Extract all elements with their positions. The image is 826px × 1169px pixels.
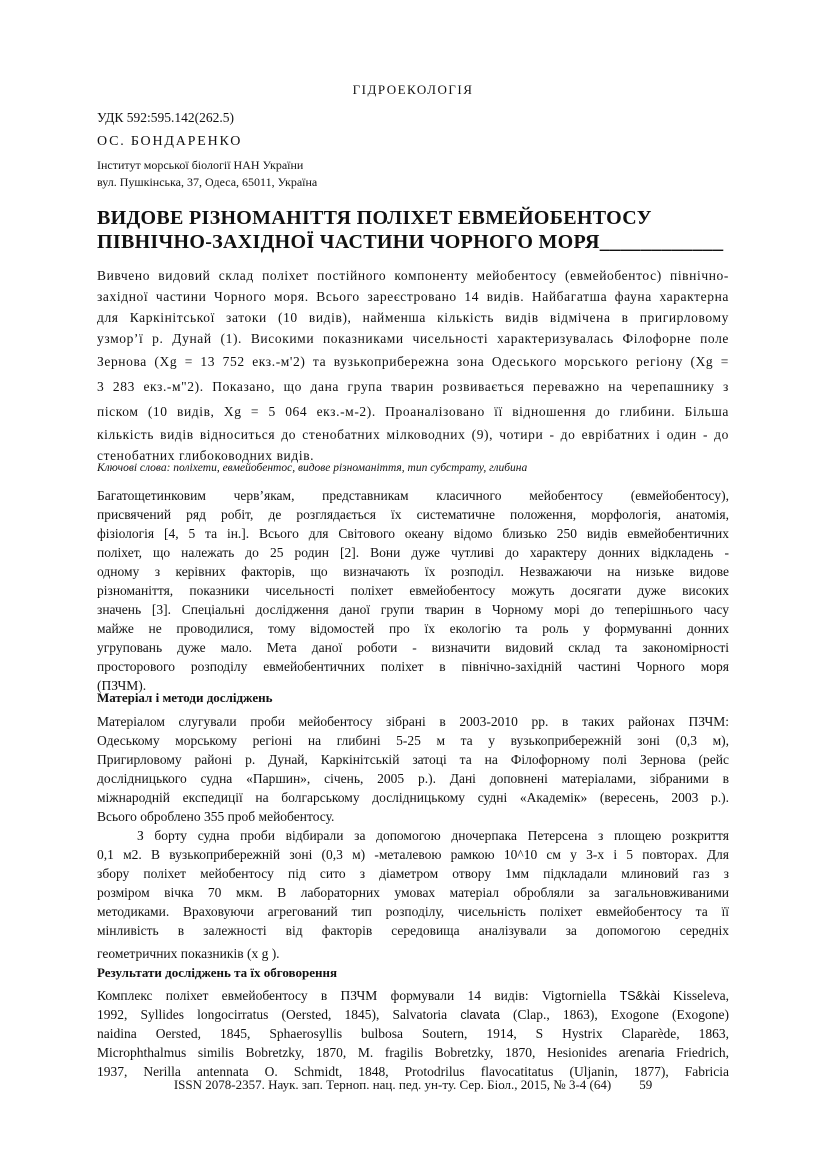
journal-citation: ISSN 2078-2357. Наук. зап. Терноп. нац. пед. ун-ту. Сер. Біол., 2015, № 3-4 (64) — [173, 1077, 612, 1092]
species-epithet: TS&kài — [619, 989, 660, 1003]
methods-line: геометричних показників (x g ). — [97, 946, 280, 961]
affiliation-address: вул. Пушкінська, 37, Одеса, 65011, Україна — [97, 175, 318, 189]
methods-line: Всього оброблено 355 проб мейобентосу. — [97, 809, 335, 824]
results-line: 1992, Syllides longocirratus (Oersted, 1845), Salvatoria clavata (Clap., 1863), Exogone (Exogone) — [97, 1007, 729, 1022]
methods-line: Одеському морському регіоні на глибині 5-25 м та у вузькоприбережній зоні (0,3 м), — [97, 733, 729, 748]
abstract-line: Вивчено видовий склад поліхет постійного компоненту мейобентосу (евмейобентос) північно- — [97, 268, 729, 283]
intro-line: значень [3]. Спеціальні дослідження даної групи тварин в Чорному морі до теперішнього часу — [97, 602, 729, 617]
methods-paragraph-2 — [97, 826, 729, 963]
methods-line: методиками. Враховуючи агрегований тип розподілу, чисельність поліхет евмейобентосу та її — [97, 904, 729, 919]
methods-line: 0,1 м2. В вузькоприбережній зоні (0,3 м) -металевою рамкою 10^10 см у 3-х і 5 повторах. Для — [97, 847, 729, 862]
author-name: ОС. БОНДАРЕНКО — [97, 134, 243, 149]
title-line-2: ПІВНІЧНО-ЗАХІДНОЇ ЧАСТИНИ ЧОРНОГО МОРЯ____________ — [97, 231, 724, 253]
abstract-line: кількість видів відноситься до стенобатних мілководних (9), чотири - до еврібатних і один - до — [97, 427, 729, 442]
intro-line: просторового розподілу евмейобентичних поліхет в північно-західній частині Чорного моря — [97, 659, 729, 674]
results-heading: Результати досліджень та їх обговорення — [97, 965, 337, 980]
methods-line: міжнародній експедиції на болгарському дослідницькому судні «Академік» (вересень, 2003 р.). — [97, 790, 729, 805]
abstract-line: узмор’ї р. Дунай (1). Високими показниками чисельності характеризувалась Філофорне поле — [97, 331, 729, 346]
title-line-1: ВИДОВЕ РІЗНОМАНІТТЯ ПОЛІХЕТ ЕВМЕЙОБЕНТОСУ — [97, 207, 652, 229]
abstract-line: Зернова (Xg = 13 752 екз.-м'2) та вузькоприбережна зона Одеського морського регіону (Xg = — [97, 354, 729, 369]
intro-line: різноманіття, показники чисельності поліхет евмейобентосу можуть досягати дуже високих — [97, 583, 729, 598]
results-paragraph — [97, 986, 729, 1081]
results-line: Microphthalmus similis Bobretzky, 1870, M. fragilis Bobretzky, 1870, Hesionides arenaria Friedrich, — [97, 1045, 729, 1060]
intro-line: (ПЗЧМ). — [97, 678, 147, 693]
affiliation-institute: Інститут морської біології НАН України — [97, 158, 304, 172]
methods-line: мінливість в залежності від факторів середовища аналізували за допомогою середніх — [97, 923, 729, 938]
intro-line: одному з керівних факторів, що визначають їх розподіл. Незважаючи на низьке видове — [97, 564, 729, 579]
intro-line: майже не проводилися, тому відомостей про їх екологію та роль у формуванні донних — [97, 621, 729, 636]
intro-line: присвячений ряд робіт, де розглядається їх систематичне положення, морфологія, анатомія, — [97, 507, 729, 522]
methods-line: З борту судна проби відбирали за допомогою дночерпака Петерсена з площею розкриття — [137, 828, 729, 843]
abstract-line: 3 283 екз.-м"2). Показано, що дана група тварин розвивається переважно на черепашнику з — [97, 379, 729, 394]
intro-line: фізіологія [4, 5 та ін.]. Всього для Світового океану відомо близько 250 видів евмейобентичних — [97, 526, 729, 541]
udk-code: УДК 592:595.142(262.5) — [97, 110, 235, 125]
results-line: Комплекс поліхет евмейобентосу в ПЗЧМ формували 14 видів: Vigtorniella TS&kài Kisseleva, — [97, 988, 729, 1003]
page-footer — [97, 1077, 729, 1093]
results-line: naidina Oersted, 1845, Sphaerosyllis bulbosa Soutern, 1914, S Hystrix Claparède, 1863, — [97, 1026, 729, 1041]
intro-line: поліхет, що належать до 25 родин [2]. Вони дуже чутливі до характеру донних відкладень - — [97, 545, 729, 560]
abstract-line: для Каркінітської затоки (10 видів), найменша кількість видів відмічена в пригирловому — [97, 310, 729, 325]
intro-line: Багатощетинковим черв’якам, представникам класичного мейобентосу (евмейобентосу), — [97, 488, 729, 503]
methods-heading: Матеріал і методи досліджень — [97, 690, 273, 705]
methods-line: розміром вічка 70 мкм. В лабораторних умовах матеріал обробляли за загальновживаними — [97, 885, 729, 900]
page-number: 59 — [639, 1077, 653, 1092]
methods-line: Пригирловому районі р. Дунай, Каркінітській затоці та на Філофорному полі Зернова (рейс — [97, 752, 729, 767]
abstract-line: піском (10 видів, Xg = 5 064 екз.-м-2). Проаналізовано її відношення до глибини. Більша — [97, 404, 729, 419]
species-epithet: arenaria — [618, 1046, 665, 1060]
abstract-line: західної частини Чорного моря. Всього зареєстровано 14 видів. Найбагатша фауна характерна — [97, 289, 729, 304]
methods-line: збору поліхет мейобентосу під сито з діаметром отвору 1мм підкладали млиновий газ з — [97, 866, 729, 881]
methods-paragraph-1 — [97, 712, 729, 826]
methods-line: дослідницького судна «Паршин», січень, 2005 р.). Дані доповнені матеріалами, зібраними в — [97, 771, 729, 786]
methods-line: Матеріалом слугували проби мейобентосу зібрані в 2003-2010 рр. в таких районах ПЗЧМ: — [97, 714, 729, 729]
intro-line: угруповань дуже мало. Мета даної роботи - визначити видовий склад та закономірності — [97, 640, 729, 655]
article-title — [97, 206, 723, 254]
abstract — [97, 265, 729, 466]
results-line: 1937, Nerilla antennata O. Schmidt, 1848, Protodrilus flavocatitatus (Uljanin, 1877), Fabricia — [97, 1064, 729, 1079]
keywords: Ключові слова: поліхети, евмейобентос, видове різноманіття, тип субстрату, глибина — [97, 462, 528, 474]
species-epithet: clavata — [460, 1008, 500, 1022]
section-header: ГІДРОЕКОЛОГІЯ — [352, 82, 474, 97]
introduction — [97, 486, 729, 695]
abstract-line: стенобатних глибоководних видів. — [97, 448, 315, 463]
